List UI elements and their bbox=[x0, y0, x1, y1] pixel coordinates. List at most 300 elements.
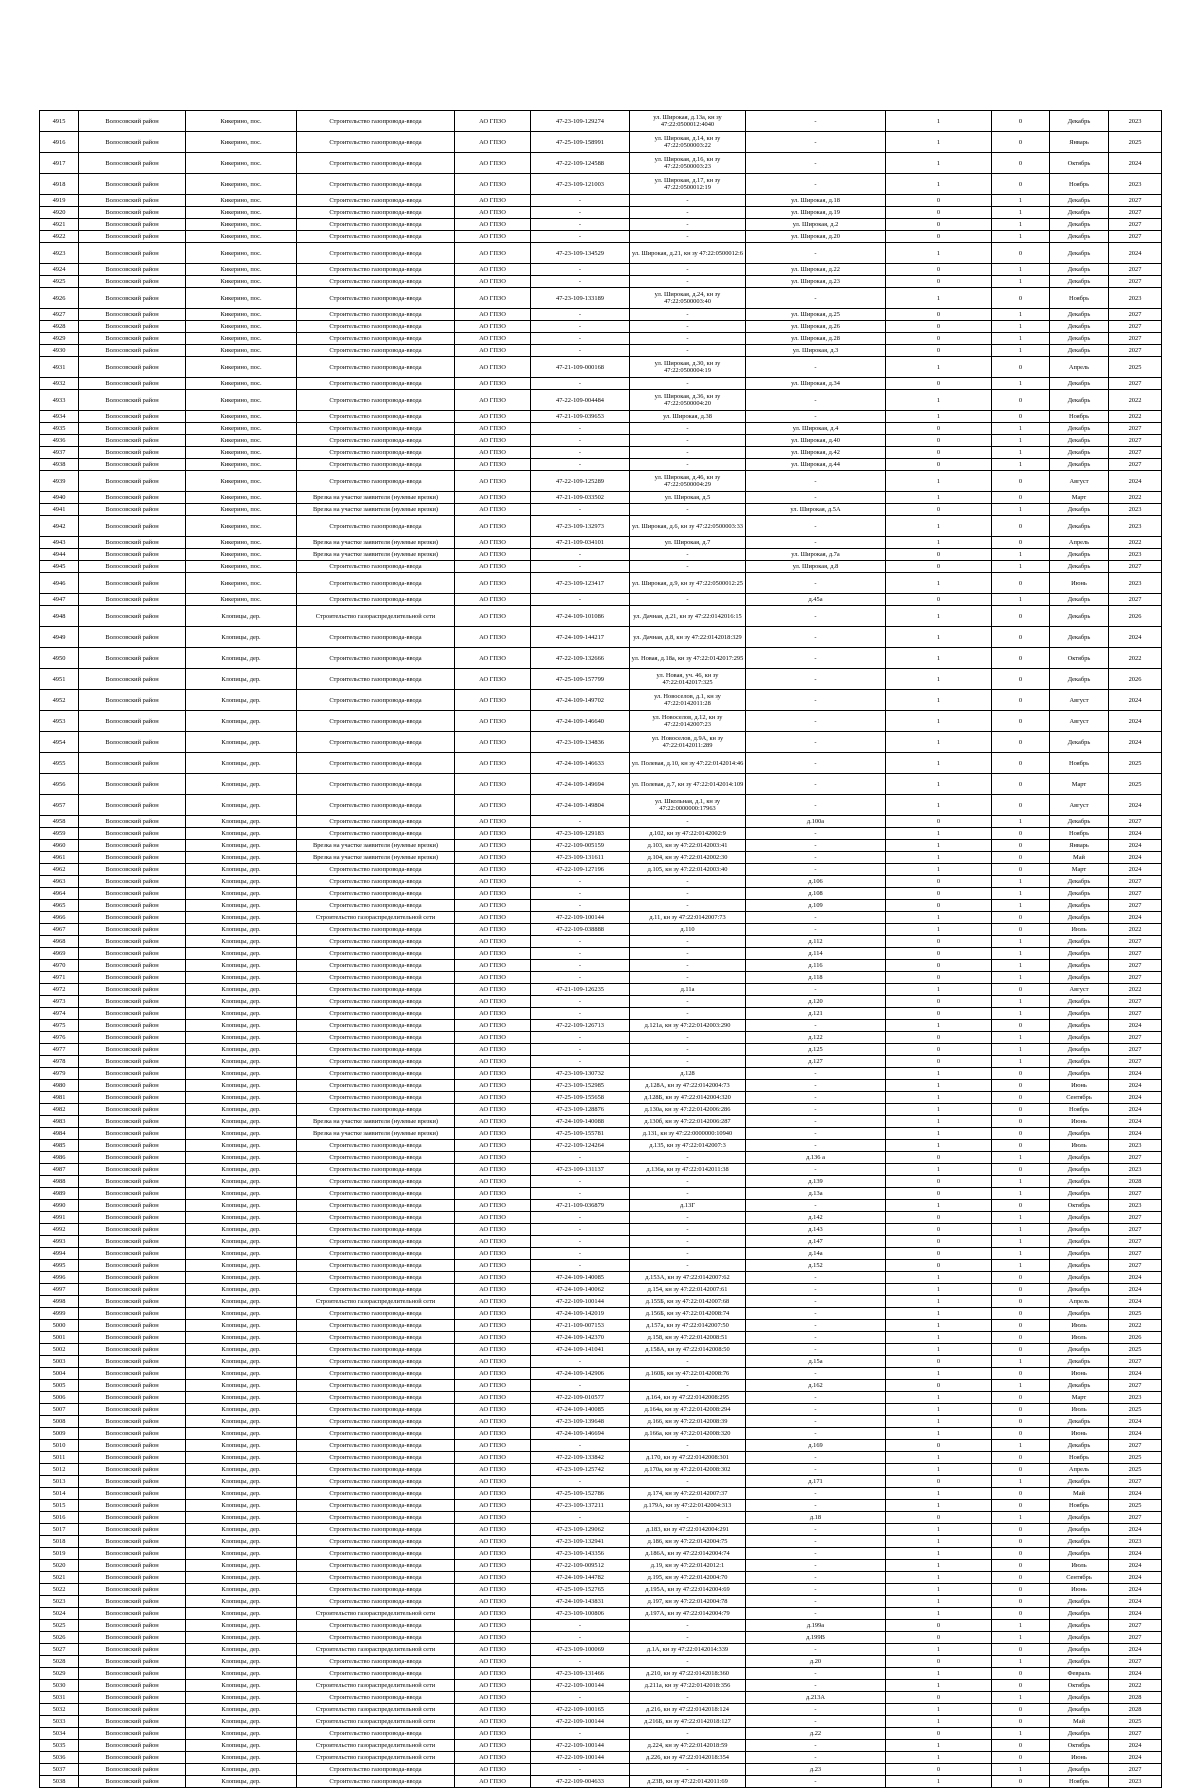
count-cell: 0 bbox=[886, 1188, 992, 1200]
work-type-cell: Строительство газопровода-ввода bbox=[297, 1332, 455, 1344]
address-cadastral-cell: - bbox=[630, 816, 746, 828]
month-cell: Декабрь bbox=[1050, 996, 1109, 1008]
row-number-cell: 5033 bbox=[40, 1716, 79, 1728]
row-number-cell: 4960 bbox=[40, 840, 79, 852]
district-cell: Волосовский район bbox=[79, 669, 186, 690]
work-type-cell: Строительство газопровода-ввода bbox=[297, 195, 455, 207]
settlement-cell: Клопицы, дер. bbox=[186, 1404, 297, 1416]
planned-count-cell: 1 bbox=[992, 1188, 1050, 1200]
count-cell: 1 bbox=[886, 1092, 992, 1104]
district-cell: Волосовский район bbox=[79, 936, 186, 948]
settlement-cell: Кикерино, пос. bbox=[186, 231, 297, 243]
month-cell: Апрель bbox=[1050, 1296, 1109, 1308]
planned-count-cell: 0 bbox=[992, 669, 1050, 690]
row-number-cell: 4968 bbox=[40, 936, 79, 948]
settlement-cell: Клопицы, дер. bbox=[186, 753, 297, 774]
address-cadastral-cell: - bbox=[630, 309, 746, 321]
row-number-cell: 5026 bbox=[40, 1632, 79, 1644]
address-cadastral-cell: д.136а, кн зу 47:22:0142011:38 bbox=[630, 1164, 746, 1176]
address-cadastral-cell: - bbox=[630, 1224, 746, 1236]
row-number-cell: 5012 bbox=[40, 1464, 79, 1476]
month-cell: Декабрь bbox=[1050, 1008, 1109, 1020]
planned-count-cell: 0 bbox=[992, 1272, 1050, 1284]
count-cell: 1 bbox=[886, 669, 992, 690]
settlement-cell: Кикерино, пос. bbox=[186, 174, 297, 195]
work-type-cell: Строительство газопровода-ввода bbox=[297, 1212, 455, 1224]
settlement-cell: Кикерино, пос. bbox=[186, 390, 297, 411]
address-cell: - bbox=[746, 1344, 886, 1356]
organization-cell: АО ГПЗО bbox=[455, 1644, 531, 1656]
organization-cell: АО ГПЗО bbox=[455, 447, 531, 459]
application-number-cell: - bbox=[531, 1188, 630, 1200]
organization-cell: АО ГПЗО bbox=[455, 1092, 531, 1104]
organization-cell: АО ГПЗО bbox=[455, 1056, 531, 1068]
count-cell: 0 bbox=[886, 1692, 992, 1704]
count-cell: 1 bbox=[886, 912, 992, 924]
address-cadastral-cell: - bbox=[630, 1032, 746, 1044]
table-row bbox=[40, 390, 1162, 411]
year-cell: 2023 bbox=[1109, 573, 1162, 594]
count-cell: 1 bbox=[886, 984, 992, 996]
planned-count-cell: 0 bbox=[992, 1200, 1050, 1212]
planned-count-cell: 0 bbox=[992, 774, 1050, 795]
settlement-cell: Клопицы, дер. bbox=[186, 1260, 297, 1272]
year-cell: 2027 bbox=[1109, 1632, 1162, 1644]
address-cadastral-cell: д.197А, кн зу 47:22:0142004:79 bbox=[630, 1608, 746, 1620]
planned-count-cell: 0 bbox=[992, 753, 1050, 774]
planned-count-cell: 0 bbox=[992, 1596, 1050, 1608]
work-type-cell: Строительство газопровода-ввода bbox=[297, 1008, 455, 1020]
application-number-cell: 47-24-109-101086 bbox=[531, 606, 630, 627]
district-cell: Волосовский район bbox=[79, 1272, 186, 1284]
table-row bbox=[40, 219, 1162, 231]
address-cadastral-cell: ул. Полевая, д.7, кн зу 47:22:0142014:109 bbox=[630, 774, 746, 795]
organization-cell: АО ГПЗО bbox=[455, 1404, 531, 1416]
organization-cell: АО ГПЗО bbox=[455, 1548, 531, 1560]
district-cell: Волосовский район bbox=[79, 1500, 186, 1512]
address-cadastral-cell: д.13Г bbox=[630, 1200, 746, 1212]
month-cell: Декабрь bbox=[1050, 195, 1109, 207]
planned-count-cell: 1 bbox=[992, 1008, 1050, 1020]
district-cell: Волосовский район bbox=[79, 1080, 186, 1092]
table-row bbox=[40, 288, 1162, 309]
work-type-cell: Строительство газопровода-ввода bbox=[297, 1104, 455, 1116]
district-cell: Волосовский район bbox=[79, 153, 186, 174]
count-cell: 1 bbox=[886, 1584, 992, 1596]
address-cadastral-cell: д.155Б, кн зу 47:22:0142007:68 bbox=[630, 1296, 746, 1308]
address-cell: - bbox=[746, 690, 886, 711]
row-number-cell: 4944 bbox=[40, 549, 79, 561]
organization-cell: АО ГПЗО bbox=[455, 948, 531, 960]
work-type-cell: Строительство газопровода-ввода bbox=[297, 1356, 455, 1368]
settlement-cell: Кикерино, пос. bbox=[186, 594, 297, 606]
organization-cell: АО ГПЗО bbox=[455, 1032, 531, 1044]
year-cell: 2027 bbox=[1109, 960, 1162, 972]
planned-count-cell: 0 bbox=[992, 1584, 1050, 1596]
work-type-cell: Строительство газопровода-ввода bbox=[297, 864, 455, 876]
planned-count-cell: 1 bbox=[992, 333, 1050, 345]
row-number-cell: 5003 bbox=[40, 1356, 79, 1368]
address-cadastral-cell: - bbox=[630, 1764, 746, 1776]
settlement-cell: Клопицы, дер. bbox=[186, 774, 297, 795]
application-number-cell: 47-25-109-155658 bbox=[531, 1092, 630, 1104]
count-cell: 1 bbox=[886, 537, 992, 549]
settlement-cell: Кикерино, пос. bbox=[186, 447, 297, 459]
year-cell: 2025 bbox=[1109, 753, 1162, 774]
district-cell: Волосовский район bbox=[79, 1116, 186, 1128]
address-cadastral-cell: - bbox=[630, 1728, 746, 1740]
address-cadastral-cell: - bbox=[630, 1620, 746, 1632]
row-number-cell: 5006 bbox=[40, 1392, 79, 1404]
application-number-cell: - bbox=[531, 264, 630, 276]
application-number-cell: - bbox=[531, 1152, 630, 1164]
work-type-cell: Строительство газопровода-ввода bbox=[297, 153, 455, 174]
month-cell: Декабрь bbox=[1050, 960, 1109, 972]
row-number-cell: 4961 bbox=[40, 852, 79, 864]
planned-count-cell: 0 bbox=[992, 924, 1050, 936]
month-cell: Апрель bbox=[1050, 357, 1109, 378]
district-cell: Волосовский район bbox=[79, 1752, 186, 1764]
organization-cell: АО ГПЗО bbox=[455, 504, 531, 516]
month-cell: Январь bbox=[1050, 840, 1109, 852]
organization-cell: АО ГПЗО bbox=[455, 1116, 531, 1128]
settlement-cell: Клопицы, дер. bbox=[186, 1092, 297, 1104]
address-cadastral-cell: - bbox=[630, 900, 746, 912]
application-number-cell: - bbox=[531, 1008, 630, 1020]
district-cell: Волосовский район bbox=[79, 1524, 186, 1536]
year-cell: 2022 bbox=[1109, 411, 1162, 423]
address-cell: - bbox=[746, 1404, 886, 1416]
row-number-cell: 4947 bbox=[40, 594, 79, 606]
year-cell: 2023 bbox=[1109, 174, 1162, 195]
work-type-cell: Строительство газораспределительной сети bbox=[297, 1716, 455, 1728]
count-cell: 1 bbox=[886, 1560, 992, 1572]
address-cell: - bbox=[746, 243, 886, 264]
year-cell: 2024 bbox=[1109, 1740, 1162, 1752]
work-type-cell: Строительство газопровода-ввода bbox=[297, 459, 455, 471]
address-cell: - bbox=[746, 711, 886, 732]
work-type-cell: Строительство газопровода-ввода bbox=[297, 1308, 455, 1320]
planned-count-cell: 0 bbox=[992, 1740, 1050, 1752]
settlement-cell: Клопицы, дер. bbox=[186, 669, 297, 690]
year-cell: 2023 bbox=[1109, 504, 1162, 516]
address-cadastral-cell: - bbox=[630, 549, 746, 561]
address-cell: - bbox=[746, 1284, 886, 1296]
count-cell: 1 bbox=[886, 1392, 992, 1404]
row-number-cell: 4954 bbox=[40, 732, 79, 753]
table-row bbox=[40, 1596, 1162, 1608]
work-type-cell: Строительство газопровода-ввода bbox=[297, 357, 455, 378]
organization-cell: АО ГПЗО bbox=[455, 1716, 531, 1728]
planned-count-cell: 0 bbox=[992, 1548, 1050, 1560]
year-cell: 2025 bbox=[1109, 1500, 1162, 1512]
organization-cell: АО ГПЗО bbox=[455, 1428, 531, 1440]
planned-count-cell: 0 bbox=[992, 357, 1050, 378]
address-cell: ул. Широкая, д.34 bbox=[746, 378, 886, 390]
year-cell: 2027 bbox=[1109, 1440, 1162, 1452]
application-number-cell: 47-24-109-141041 bbox=[531, 1344, 630, 1356]
district-cell: Волосовский район bbox=[79, 1776, 186, 1788]
table-row bbox=[40, 516, 1162, 537]
count-cell: 1 bbox=[886, 648, 992, 669]
settlement-cell: Клопицы, дер. bbox=[186, 1668, 297, 1680]
table-row bbox=[40, 1428, 1162, 1440]
planned-count-cell: 1 bbox=[992, 960, 1050, 972]
count-cell: 1 bbox=[886, 1272, 992, 1284]
count-cell: 0 bbox=[886, 888, 992, 900]
district-cell: Волосовский район bbox=[79, 1680, 186, 1692]
count-cell: 1 bbox=[886, 243, 992, 264]
count-cell: 1 bbox=[886, 1320, 992, 1332]
application-number-cell: 47-22-109-125289 bbox=[531, 471, 630, 492]
application-number-cell: - bbox=[531, 1620, 630, 1632]
organization-cell: АО ГПЗО bbox=[455, 972, 531, 984]
address-cadastral-cell: ул. Школьная, д.1, кн зу 47:22:0000000:17963 bbox=[630, 795, 746, 816]
work-type-cell: Строительство газопровода-ввода bbox=[297, 711, 455, 732]
address-cadastral-cell: ул. Новоселов, д.9А, кн зу 47:22:0142011:289 bbox=[630, 732, 746, 753]
month-cell: Декабрь bbox=[1050, 1632, 1109, 1644]
organization-cell: АО ГПЗО bbox=[455, 309, 531, 321]
district-cell: Волосовский район bbox=[79, 1332, 186, 1344]
month-cell: Декабрь bbox=[1050, 321, 1109, 333]
address-cell: ул. Широкая, д.25 bbox=[746, 309, 886, 321]
table-row bbox=[40, 1608, 1162, 1620]
district-cell: Волосовский район bbox=[79, 984, 186, 996]
month-cell: Декабрь bbox=[1050, 936, 1109, 948]
row-number-cell: 4973 bbox=[40, 996, 79, 1008]
application-number-cell: 47-21-109-036879 bbox=[531, 1200, 630, 1212]
organization-cell: АО ГПЗО bbox=[455, 357, 531, 378]
settlement-cell: Клопицы, дер. bbox=[186, 1320, 297, 1332]
address-cell: д.136 а bbox=[746, 1152, 886, 1164]
year-cell: 2027 bbox=[1109, 264, 1162, 276]
organization-cell: АО ГПЗО bbox=[455, 321, 531, 333]
work-type-cell: Строительство газораспределительной сети bbox=[297, 1740, 455, 1752]
settlement-cell: Клопицы, дер. bbox=[186, 1776, 297, 1788]
organization-cell: АО ГПЗО bbox=[455, 1176, 531, 1188]
month-cell: Июль bbox=[1050, 1332, 1109, 1344]
district-cell: Волосовский район bbox=[79, 1248, 186, 1260]
organization-cell: АО ГПЗО bbox=[455, 1728, 531, 1740]
count-cell: 1 bbox=[886, 1452, 992, 1464]
work-type-cell: Строительство газопровода-ввода bbox=[297, 1152, 455, 1164]
year-cell: 2025 bbox=[1109, 132, 1162, 153]
settlement-cell: Клопицы, дер. bbox=[186, 960, 297, 972]
count-cell: 0 bbox=[886, 972, 992, 984]
organization-cell: АО ГПЗО bbox=[455, 627, 531, 648]
address-cadastral-cell: - bbox=[630, 1056, 746, 1068]
work-type-cell: Строительство газопровода-ввода bbox=[297, 1548, 455, 1560]
settlement-cell: Клопицы, дер. bbox=[186, 1368, 297, 1380]
work-type-cell: Строительство газопровода-ввода bbox=[297, 1596, 455, 1608]
application-number-cell: 47-24-109-140085 bbox=[531, 1404, 630, 1416]
year-cell: 2022 bbox=[1109, 924, 1162, 936]
year-cell: 2024 bbox=[1109, 1020, 1162, 1032]
settlement-cell: Кикерино, пос. bbox=[186, 153, 297, 174]
work-type-cell: Строительство газопровода-ввода bbox=[297, 1368, 455, 1380]
work-type-cell: Строительство газопровода-ввода bbox=[297, 753, 455, 774]
district-cell: Волосовский район bbox=[79, 1764, 186, 1776]
count-cell: 1 bbox=[886, 1284, 992, 1296]
settlement-cell: Клопицы, дер. bbox=[186, 648, 297, 669]
count-cell: 1 bbox=[886, 1296, 992, 1308]
month-cell: Декабрь bbox=[1050, 390, 1109, 411]
work-type-cell: Строительство газопровода-ввода bbox=[297, 1236, 455, 1248]
district-cell: Волосовский район bbox=[79, 459, 186, 471]
year-cell: 2027 bbox=[1109, 876, 1162, 888]
settlement-cell: Клопицы, дер. bbox=[186, 1176, 297, 1188]
organization-cell: АО ГПЗО bbox=[455, 492, 531, 504]
row-number-cell: 4963 bbox=[40, 876, 79, 888]
address-cadastral-cell: - bbox=[630, 1380, 746, 1392]
settlement-cell: Клопицы, дер. bbox=[186, 1380, 297, 1392]
month-cell: Декабрь bbox=[1050, 1248, 1109, 1260]
planned-count-cell: 0 bbox=[992, 1332, 1050, 1344]
organization-cell: АО ГПЗО bbox=[455, 648, 531, 669]
table-row bbox=[40, 1776, 1162, 1788]
settlement-cell: Кикерино, пос. bbox=[186, 561, 297, 573]
count-cell: 1 bbox=[886, 1740, 992, 1752]
count-cell: 0 bbox=[886, 1212, 992, 1224]
address-cell: - bbox=[746, 1428, 886, 1440]
count-cell: 1 bbox=[886, 828, 992, 840]
district-cell: Волосовский район bbox=[79, 627, 186, 648]
planned-count-cell: 0 bbox=[992, 648, 1050, 669]
row-number-cell: 5017 bbox=[40, 1524, 79, 1536]
year-cell: 2027 bbox=[1109, 996, 1162, 1008]
address-cadastral-cell: ул. Широкая, д.24, кн зу 47:22:0500003:40 bbox=[630, 288, 746, 309]
month-cell: Декабрь bbox=[1050, 1416, 1109, 1428]
table-row bbox=[40, 996, 1162, 1008]
address-cell: д.152 bbox=[746, 1260, 886, 1272]
settlement-cell: Клопицы, дер. bbox=[186, 924, 297, 936]
year-cell: 2024 bbox=[1109, 1368, 1162, 1380]
year-cell: 2024 bbox=[1109, 1644, 1162, 1656]
district-cell: Волосовский район bbox=[79, 948, 186, 960]
organization-cell: АО ГПЗО bbox=[455, 516, 531, 537]
table-row bbox=[40, 1032, 1162, 1044]
table-row bbox=[40, 345, 1162, 357]
application-number-cell: 47-22-109-100165 bbox=[531, 1704, 630, 1716]
address-cell: - bbox=[746, 573, 886, 594]
address-cadastral-cell: д.186А, кн зу 47:22:0142004:74 bbox=[630, 1548, 746, 1560]
organization-cell: АО ГПЗО bbox=[455, 774, 531, 795]
application-number-cell: - bbox=[531, 219, 630, 231]
table-row bbox=[40, 1104, 1162, 1116]
year-cell: 2027 bbox=[1109, 1728, 1162, 1740]
month-cell: Декабрь bbox=[1050, 549, 1109, 561]
row-number-cell: 4955 bbox=[40, 753, 79, 774]
settlement-cell: Клопицы, дер. bbox=[186, 1044, 297, 1056]
settlement-cell: Клопицы, дер. bbox=[186, 1272, 297, 1284]
year-cell: 2023 bbox=[1109, 288, 1162, 309]
application-number-cell: - bbox=[531, 459, 630, 471]
planned-count-cell: 0 bbox=[992, 1416, 1050, 1428]
planned-count-cell: 1 bbox=[992, 459, 1050, 471]
row-number-cell: 5025 bbox=[40, 1620, 79, 1632]
month-cell: Декабрь bbox=[1050, 900, 1109, 912]
district-cell: Волосовский район bbox=[79, 132, 186, 153]
district-cell: Волосовский район bbox=[79, 1728, 186, 1740]
planned-count-cell: 0 bbox=[992, 1572, 1050, 1584]
settlement-cell: Кикерино, пос. bbox=[186, 111, 297, 132]
table-row bbox=[40, 1296, 1162, 1308]
row-number-cell: 4985 bbox=[40, 1140, 79, 1152]
row-number-cell: 4917 bbox=[40, 153, 79, 174]
application-number-cell: - bbox=[531, 1044, 630, 1056]
settlement-cell: Клопицы, дер. bbox=[186, 1524, 297, 1536]
work-type-cell: Строительство газопровода-ввода bbox=[297, 1344, 455, 1356]
district-cell: Волосовский район bbox=[79, 357, 186, 378]
district-cell: Волосовский район bbox=[79, 411, 186, 423]
application-number-cell: 47-24-109-140062 bbox=[531, 1284, 630, 1296]
address-cadastral-cell: д.102, кн зу 47:22:0142002:9 bbox=[630, 828, 746, 840]
table-row bbox=[40, 774, 1162, 795]
organization-cell: АО ГПЗО bbox=[455, 1512, 531, 1524]
planned-count-cell: 1 bbox=[992, 276, 1050, 288]
application-number-cell: 47-24-109-149804 bbox=[531, 795, 630, 816]
table-row bbox=[40, 1740, 1162, 1752]
district-cell: Волосовский район bbox=[79, 996, 186, 1008]
count-cell: 1 bbox=[886, 1680, 992, 1692]
address-cell: д.139 bbox=[746, 1176, 886, 1188]
district-cell: Волосовский район bbox=[79, 1056, 186, 1068]
count-cell: 1 bbox=[886, 1104, 992, 1116]
application-number-cell: 47-23-109-131466 bbox=[531, 1668, 630, 1680]
count-cell: 1 bbox=[886, 753, 992, 774]
row-number-cell: 4978 bbox=[40, 1056, 79, 1068]
address-cadastral-cell: д.174, кн зу 47:22:0142007:37 bbox=[630, 1488, 746, 1500]
settlement-cell: Кикерино, пос. bbox=[186, 357, 297, 378]
table-row bbox=[40, 132, 1162, 153]
settlement-cell: Клопицы, дер. bbox=[186, 1488, 297, 1500]
table-row bbox=[40, 1164, 1162, 1176]
month-cell: Май bbox=[1050, 1716, 1109, 1728]
application-number-cell: - bbox=[531, 1476, 630, 1488]
month-cell: Декабрь bbox=[1050, 1704, 1109, 1716]
settlement-cell: Клопицы, дер. bbox=[186, 1128, 297, 1140]
table-body bbox=[40, 111, 1162, 1788]
table-row bbox=[40, 864, 1162, 876]
organization-cell: АО ГПЗО bbox=[455, 1356, 531, 1368]
address-cell: ул. Широкая, д.44 bbox=[746, 459, 886, 471]
address-cadastral-cell: - bbox=[630, 321, 746, 333]
count-cell: 1 bbox=[886, 288, 992, 309]
count-cell: 0 bbox=[886, 1032, 992, 1044]
address-cadastral-cell: д.195А, кн зу 47:22:0142004:69 bbox=[630, 1584, 746, 1596]
work-type-cell: Строительство газопровода-ввода bbox=[297, 594, 455, 606]
month-cell: Декабрь bbox=[1050, 1380, 1109, 1392]
year-cell: 2024 bbox=[1109, 1488, 1162, 1500]
organization-cell: АО ГПЗО bbox=[455, 1212, 531, 1224]
work-type-cell: Врезка на участке заявителя (нулевые врезки) bbox=[297, 840, 455, 852]
year-cell: 2024 bbox=[1109, 243, 1162, 264]
table-row bbox=[40, 492, 1162, 504]
planned-count-cell: 1 bbox=[992, 423, 1050, 435]
settlement-cell: Клопицы, дер. bbox=[186, 606, 297, 627]
work-type-cell: Строительство газопровода-ввода bbox=[297, 774, 455, 795]
address-cell: - bbox=[746, 606, 886, 627]
planned-count-cell: 0 bbox=[992, 1296, 1050, 1308]
row-number-cell: 4976 bbox=[40, 1032, 79, 1044]
settlement-cell: Кикерино, пос. bbox=[186, 264, 297, 276]
count-cell: 1 bbox=[886, 1416, 992, 1428]
month-cell: Декабрь bbox=[1050, 276, 1109, 288]
table-row bbox=[40, 972, 1162, 984]
application-number-cell: 47-24-109-144782 bbox=[531, 1572, 630, 1584]
organization-cell: АО ГПЗО bbox=[455, 888, 531, 900]
application-number-cell: 47-24-109-142370 bbox=[531, 1332, 630, 1344]
